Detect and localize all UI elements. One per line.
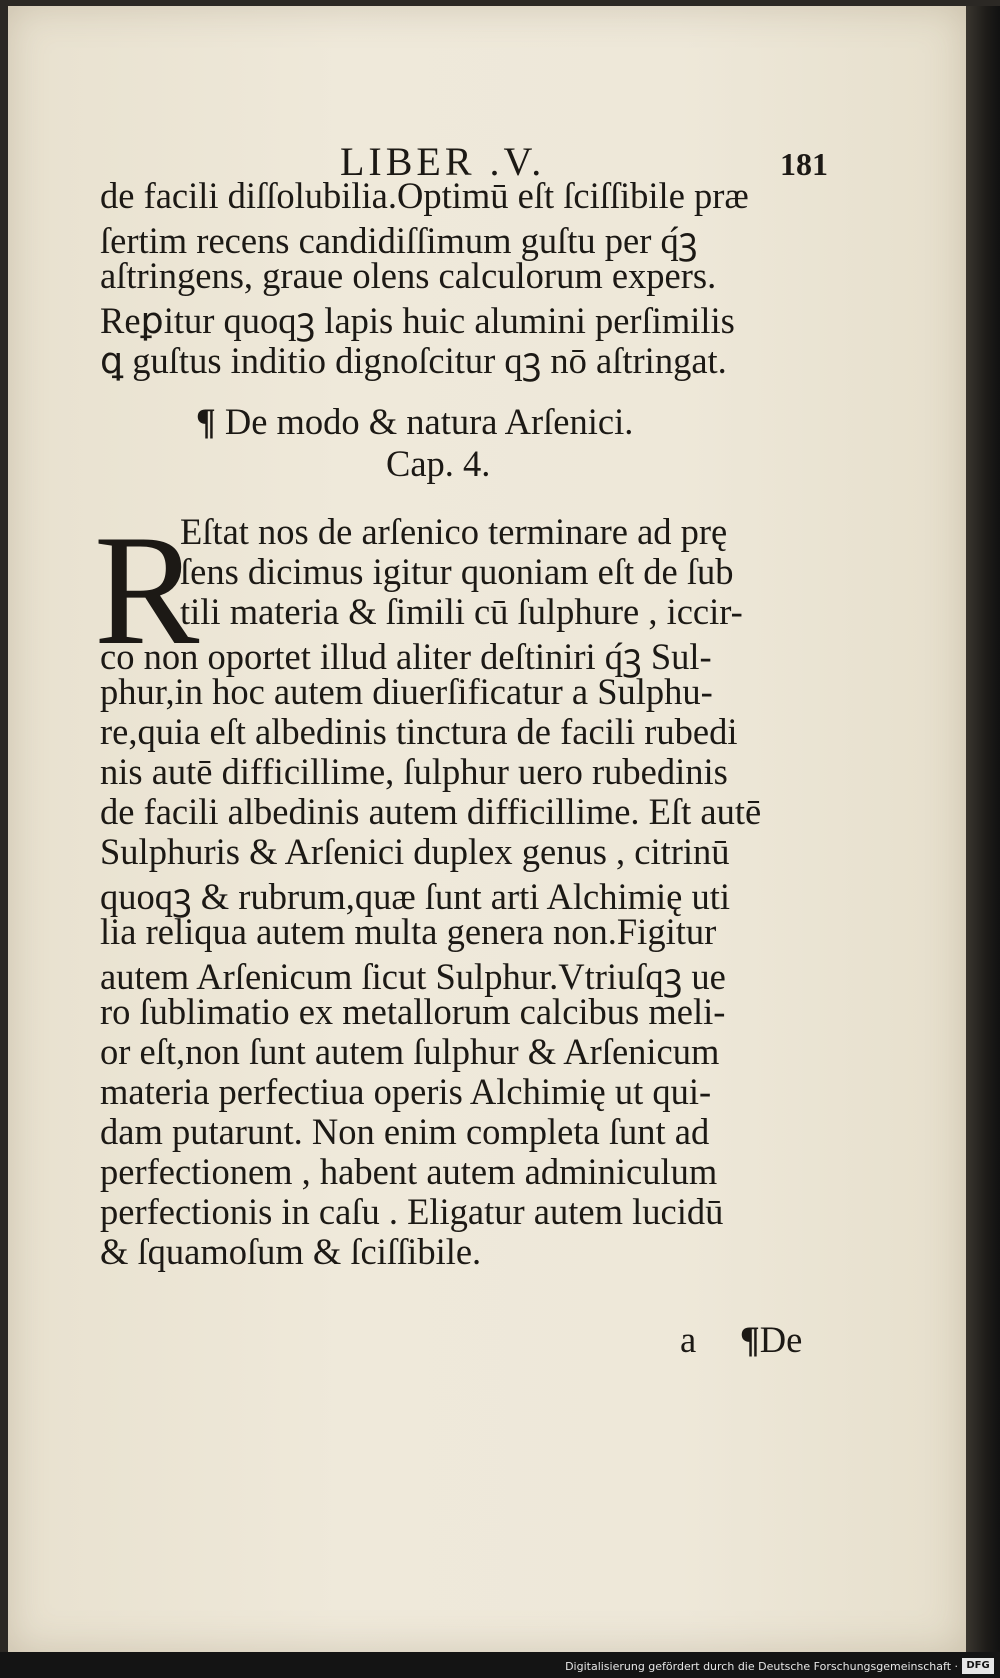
text-line: lia reliqua autem multa genera non.Figitur — [100, 911, 717, 952]
page-number: 181 — [780, 146, 828, 182]
signature-mark: a — [680, 1319, 697, 1360]
page-edge-shadow — [966, 6, 1000, 1652]
catchword-text: De — [759, 1319, 803, 1360]
text-line: aſtringens, graue olens calculorum expers. — [100, 255, 717, 296]
chapter-number: Cap. 4. — [386, 443, 491, 484]
text-line: co non oportet illud aliter deſtiniri q́ꝫ Sul- — [100, 636, 712, 677]
text-line: re,quia eſt albedinis tinctura de facili rubedi — [100, 711, 738, 752]
text-line: perfectionem , habent autem adminiculum — [100, 1151, 718, 1192]
text-line: dam putarunt. Non enim completa ſunt ad — [100, 1111, 710, 1152]
pilcrow-icon: ¶ — [740, 1319, 760, 1360]
text-line: Reꝑitur quoqꝫ lapis huic alumini perſimilis — [100, 300, 735, 341]
text-line: ſens dicimus igitur quoniam eſt de ſub — [180, 551, 734, 592]
text-line: nis autē difficillime, ſulphur uero rubedinis — [100, 751, 728, 792]
pilcrow-icon: ¶ — [196, 401, 216, 442]
digitization-credit: Digitalisierung gefördert durch die Deutsche Forschungsgemeinschaft · — [565, 1660, 958, 1673]
catchword — [740, 1318, 802, 1361]
text-line: phur,in hoc autem diuerſificatur a Sulphu- — [100, 671, 713, 712]
text-line: de facili diſſolubilia.Optimū eſt ſciſſibile præ — [100, 175, 749, 216]
text-line: or eſt,non ſunt autem ſulphur & Arſenicum — [100, 1031, 720, 1072]
chapter-heading — [196, 400, 633, 443]
text-line: perfectionis in caſu . Eligatur autem lucidū — [100, 1191, 724, 1232]
text-line: tili materia & ſimili cū ſulphure , iccir- — [180, 591, 743, 632]
dfg-logo: DFG — [962, 1658, 994, 1674]
text-line: ꝗ guſtus inditio dignoſcitur qꝫ nō aſtringat. — [100, 340, 727, 381]
text-line: materia perfectiua operis Alchimię ut qui- — [100, 1071, 712, 1112]
text-line: quoqꝫ & rubrum,quæ ſunt arti Alchimię uti — [100, 876, 730, 917]
drop-capital: R — [94, 503, 200, 678]
text-line: ro ſublimatio ex metallorum calcibus meli- — [100, 991, 726, 1032]
text-line: & ſquamoſum & ſciſſibile. — [100, 1231, 482, 1272]
running-title: LIBER .V. — [340, 139, 546, 184]
text-line: autem Arſenicum ſicut Sulphur.Vtriuſqꝫ ue — [100, 956, 726, 997]
text-line: ſertim recens candidiſſimum guſtu per q́ꝫ — [100, 220, 698, 261]
text-line: de facili albedinis autem difficillime. Eſt autē — [100, 791, 762, 832]
text-line: Eſtat nos de arſenico terminare ad prę — [180, 511, 728, 552]
chapter-title: De modo & natura Arſenici. — [224, 401, 634, 442]
text-line: Sulphuris & Arſenici duplex genus , citrinū — [100, 831, 730, 872]
